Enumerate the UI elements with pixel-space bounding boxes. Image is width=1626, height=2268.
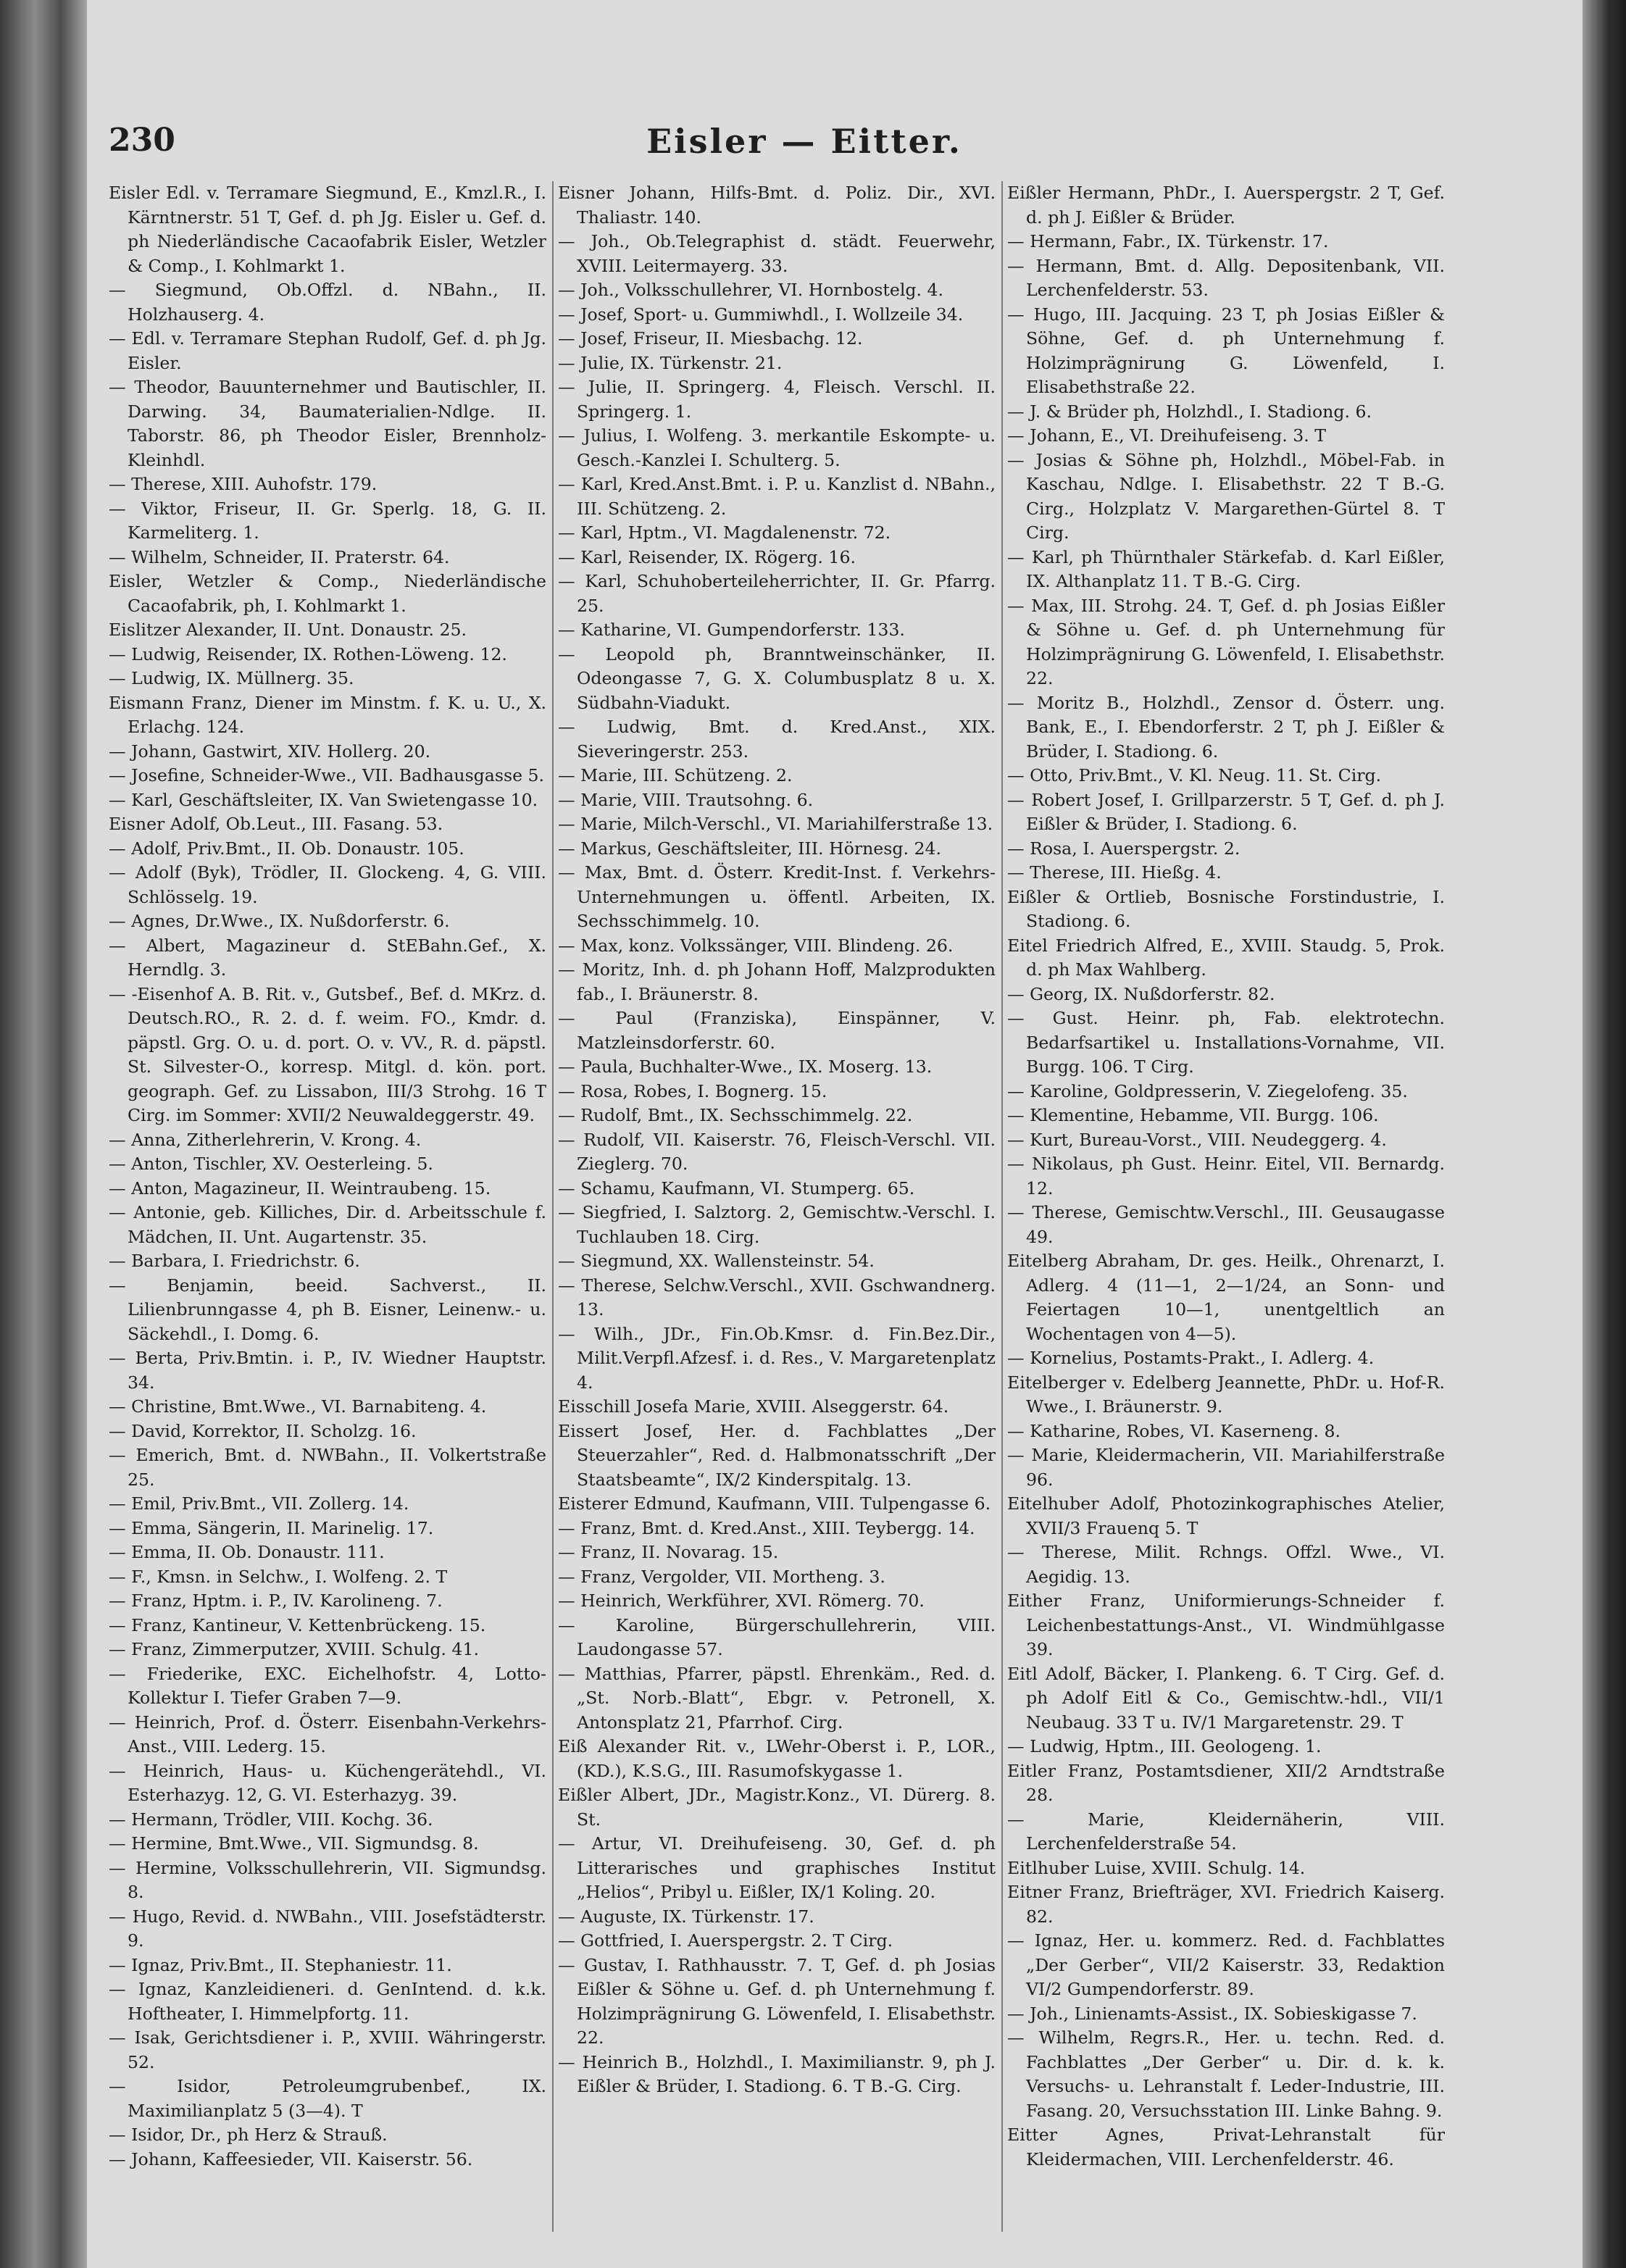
directory-entry: — Schamu, Kaufmann, VI. Stumperg. 65. (558, 1177, 915, 1198)
directory-entry: — Otto, Priv.Bmt., V. Kl. Neug. 11. St. Cirg. (1007, 765, 1382, 785)
directory-entry: — Moritz, Inh. d. ph Johann Hoff, Malzprodukten fab., I. Bräunerstr. 8. (558, 959, 996, 1004)
directory-entry: — Marie, VIII. Trautsohng. 6. (558, 789, 814, 810)
directory-entry: Eißler Hermann, PhDr., I. Auerspergstr. 2 T, Gef. d. ph J. Eißler & Brüder. (1007, 183, 1445, 228)
directory-entry: — Heinrich, Prof. d. Österr. Eisenbahn-Verkehrs-Anst., VIII. Lederg. 15. (109, 1712, 546, 1756)
directory-entry: Eitl Adolf, Bäcker, I. Plankeng. 6. T Cirg. Gef. d. ph Adolf Eitl & Co., Gemischtw.-hdl., VII/1 Neubaug. 33 T u. IV/1 Margaretenstr. 29. T (1007, 1663, 1445, 1733)
directory-entry: — Karoline, Bürgerschullehrerin, VIII. Laudongasse 57. (558, 1614, 996, 1659)
directory-entry: — Karl, Geschäftsleiter, IX. Van Swietengasse 10. (109, 789, 538, 810)
directory-entry: — Johann, Gastwirt, XIV. Hollerg. 20. (109, 741, 431, 762)
directory-entry: — Therese, III. Hießg. 4. (1007, 862, 1222, 883)
directory-entry: — Marie, III. Schützeng. 2. (558, 765, 793, 785)
directory-entry: — Artur, VI. Dreihufeiseng. 30, Gef. d. ph Litterarisches und graphisches Institut „Helios“, Pribyl u. Eißler, IX/1 Koling. 20. (558, 1833, 996, 1902)
directory-entry: — Josef, Friseur, II. Miesbachg. 12. (558, 328, 863, 349)
directory-entry: — Franz, Bmt. d. Kred.Anst., XIII. Teybergg. 14. (558, 1517, 975, 1538)
directory-entry: — Hermine, Bmt.Wwe., VII. Sigmundsg. 8. (109, 1833, 479, 1854)
directory-entry: — Anton, Tischler, XV. Oesterleing. 5. (109, 1154, 433, 1174)
directory-entry: Eitelberg Abraham, Dr. ges. Heilk., Ohrenarzt, I. Adlerg. 4 (11—1, 2—1/24, an Sonn- und Feiertagen 10—1, unentgeltlich an Wochentagen von 4—5). (1007, 1251, 1445, 1344)
directory-entry: — Ignaz, Her. u. kommerz. Red. d. Fachblattes „Der Gerber“, VII/2 Kaiserstr. 33, Redaktion VI/2 Gumpendorferstr. 89. (1007, 1930, 1445, 1999)
directory-entry: — Josias & Söhne ph, Holzhdl., Möbel-Fab. in Kaschau, Ndlge. I. Elisabethstr. 22 T B.-G. Cirg., Holzplatz V. Margarethen-Gürtel 8. T Cirg. (1007, 449, 1445, 543)
directory-entry: — Katharine, Robes, VI. Kaserneng. 8. (1007, 1420, 1341, 1441)
directory-entry: — Heinrich, Werkführer, XVI. Römerg. 70. (558, 1590, 925, 1611)
directory-entry: — Christine, Bmt.Wwe., VI. Barnabiteng. 4. (109, 1396, 487, 1417)
directory-entry: — Heinrich, Haus- u. Küchengerätehdl., VI. Esterhazyg. 12, G. VI. Esterhazyg. 39. (109, 1760, 546, 1805)
directory-entry: — Max, III. Strohg. 24. T, Gef. d. ph Josias Eißler & Söhne u. Gef. d. ph Unternehmung für Holzimprägnirung G. Löwenfeld, I. Elisabethstr. 22. (1007, 595, 1445, 688)
directory-entry: — Emil, Priv.Bmt., VII. Zollerg. 14. (109, 1493, 409, 1514)
directory-entry: — Rudolf, VII. Kaiserstr. 76, Fleisch-Verschl. VII. Zieglerg. 70. (558, 1129, 996, 1174)
directory-entry: — Marie, Milch-Verschl., VI. Mariahilferstraße 13. (558, 814, 993, 834)
directory-entry: — Gust. Heinr. ph, Fab. elektrotechn. Bedarfsartikel u. Installations-Vornahme, VII. Burgg. 106. T Cirg. (1007, 1008, 1445, 1077)
directory-entry: — Moritz B., Holzhdl., Zensor d. Österr. ung. Bank, E., I. Ebendorferstr. 2 T, ph J. Eißler & Brüder, I. Stadiong. 6. (1007, 692, 1445, 762)
directory-entry: — Benjamin, beeid. Sachverst., II. Lilienbrunngasse 4, ph B. Eisner, Leinenw.- u. Säckehdl., I. Domg. 6. (109, 1275, 546, 1344)
directory-entry: — Therese, Milit. Rchngs. Offzl. Wwe., VI. Aegidig. 13. (1007, 1542, 1445, 1587)
directory-entry: — Paul (Franziska), Einspänner, V. Matzleinsdorferstr. 60. (558, 1008, 996, 1053)
column-divider (552, 181, 554, 2232)
directory-entry: — Max, konz. Volkssänger, VIII. Blindeng. 26. (558, 935, 954, 956)
directory-entry: Eisler Edl. v. Terramare Siegmund, E., Kmzl.R., I. Kärntnerstr. 51 T, Gef. d. ph Jg. Eisler u. Gef. d. ph Niederländische Cacaofabrik Eisler, Wetzler & Comp., I. Kohlmarkt 1. (109, 183, 546, 276)
directory-entry: — -Eisenhof A. B. Rit. v., Gutsbef., Bef. d. MKrz. d. Deutsch.RO., R. 2. d. f. weim. FO., Kmdr. d. päpstl. Grg. O. u. d. port. O. v. VV., R. d. päpstl. St. Silvester-O., korresp. Mitgl. d. kön. port. geograph. Gef. zu Lissabon, III/3 Strohg. 16 T Cirg. im Sommer: XVII/2 Neuwaldeggerstr. 49. (109, 983, 546, 1125)
column-left (109, 181, 546, 2239)
directory-entry: — Markus, Geschäftsleiter, III. Hörnesg. 24. (558, 838, 942, 859)
directory-entry: — Therese, Selchw.Verschl., XVII. Gschwandnerg. 13. (558, 1275, 996, 1319)
directory-entry: — Edl. v. Terramare Stephan Rudolf, Gef. d. ph Jg. Eisler. (109, 328, 546, 373)
directory-entry: — Julius, I. Wolfeng. 3. merkantile Eskompte- u. Gesch.-Kanzlei I. Schulterg. 5. (558, 425, 996, 470)
book-fore-edge (1583, 0, 1626, 2268)
directory-entry: Eitlhuber Luise, XVIII. Schulg. 14. (1007, 1857, 1306, 1878)
directory-entry: — Adolf (Byk), Trödler, II. Glockeng. 4, G. VIII. Schlösselg. 19. (109, 862, 546, 907)
directory-entry: — Kornelius, Postamts-Prakt., I. Adlerg. 4. (1007, 1348, 1375, 1368)
directory-entry: — Isidor, Petroleumgrubenbef., IX. Maximilianplatz 5 (3—4). T (109, 2076, 546, 2121)
directory-entry: — Siegmund, Ob.Offzl. d. NBahn., II. Holzhauserg. 4. (109, 280, 546, 325)
directory-entry: Eisner Adolf, Ob.Leut., III. Fasang. 53. (109, 814, 443, 834)
directory-entry: — Wilhelm, Regrs.R., Her. u. techn. Red. d. Fachblattes „Der Gerber“ u. Dir. d. k. k. Versuchs- u. Lehranstalt f. Leder-Industrie, III. Fasang. 20, Versuchsstation III. Linke Bahng. 9. (1007, 2027, 1445, 2121)
book-spine-edge (0, 0, 87, 2268)
directory-entry: — Heinrich B., Holzhdl., I. Maximilianstr. 9, ph J. Eißler & Brüder, I. Stadiong. 6. T B.-G. Cirg. (558, 2051, 996, 2096)
directory-entry: Eisner Johann, Hilfs-Bmt. d. Poliz. Dir., XVI. Thaliastr. 140. (558, 183, 996, 228)
directory-entry: — Karl, ph Thürnthaler Stärkefab. d. Karl Eißler, IX. Althanplatz 11. T B.-G. Cirg. (1007, 546, 1445, 591)
directory-entry: — Julie, IX. Türkenstr. 21. (558, 352, 783, 373)
directory-entry: — Siegfried, I. Salztorg. 2, Gemischtw.-Verschl. I. Tuchlauben 18. Cirg. (558, 1202, 996, 1247)
directory-entry: — Siegmund, XX. Wallensteinstr. 54. (558, 1251, 875, 1271)
directory-entry: — Hermine, Volksschullehrerin, VII. Sigmundsg. 8. (109, 1857, 546, 1902)
directory-entry: — Adolf, Priv.Bmt., II. Ob. Donaustr. 105. (109, 838, 464, 859)
directory-entry: — Franz, Kantineur, V. Kettenbrückeng. 15. (109, 1614, 486, 1635)
directory-entry: — Max, Bmt. d. Österr. Kredit-Inst. f. Verkehrs-Unternehmungen u. öffentl. Arbeiten, IX. Sechsschimmelg. 10. (558, 862, 996, 931)
directory-entry: — Nikolaus, ph Gust. Heinr. Eitel, VII. Bernardg. 12. (1007, 1154, 1445, 1198)
directory-entry: — Joh., Linienamts-Assist., IX. Sobieskigasse 7. (1007, 2003, 1417, 2024)
directory-entry: — Julie, II. Springerg. 4, Fleisch. Verschl. II. Springerg. 1. (558, 377, 996, 422)
directory-entry: — Emma, Sängerin, II. Marinelig. 17. (109, 1517, 434, 1538)
directory-entry: — Ludwig, Hptm., III. Geologeng. 1. (1007, 1736, 1322, 1756)
directory-entry: — Anna, Zitherlehrerin, V. Krong. 4. (109, 1129, 422, 1150)
directory-entry: Eisler, Wetzler & Comp., Niederländische Cacaofabrik, ph, I. Kohlmarkt 1. (109, 571, 546, 616)
directory-entry: — Franz, II. Novarag. 15. (558, 1542, 779, 1562)
directory-entry: Eitelhuber Adolf, Photozinkographisches Atelier, XVII/3 Frauenq 5. T (1007, 1493, 1445, 1538)
directory-entry: — Karoline, Goldpresserin, V. Ziegelofeng. 35. (1007, 1080, 1408, 1101)
directory-entry: — Matthias, Pfarrer, päpstl. Ehrenkäm., Red. d. „St. Norb.-Blatt“, Ebgr. v. Petronell, X. Antonsplatz 21, Pfarrhof. Cirg. (558, 1663, 996, 1733)
directory-entry: — Theodor, Bauunternehmer und Bautischler, II. Darwing. 34, Baumaterialien-Ndlge. II. Taborstr. 86, ph Theodor Eisler, Brennholz-Kleinhdl. (109, 377, 546, 470)
column-right (1007, 181, 1445, 2239)
directory-entry: — Gottfried, I. Auerspergstr. 2. T Cirg. (558, 1930, 893, 1951)
directory-entry: — Gustav, I. Rathhausstr. 7. T, Gef. d. ph Josias Eißler & Söhne u. Gef. d. ph Unternehmung f. Holzimprägnirung G. Löwenfeld, I. Elisabethstr. 22. (558, 1954, 996, 2048)
directory-entry: — Emerich, Bmt. d. NWBahn., II. Volkertstraße 25. (109, 1445, 546, 1490)
directory-entry: — Joh., Volksschullehrer, VI. Hornbostelg. 4. (558, 280, 943, 300)
directory-entry: — Albert, Magazineur d. StEBahn.Gef., X. Herndlg. 3. (109, 935, 546, 980)
column-divider (1001, 181, 1003, 2232)
directory-entry: — Robert Josef, I. Grillparzerstr. 5 T, Gef. d. ph J. Eißler & Brüder, I. Stadiong. 6. (1007, 789, 1445, 834)
directory-entry: — Johann, Kaffeesieder, VII. Kaiserstr. 56. (109, 2148, 473, 2169)
directory-entry: Eitler Franz, Postamtsdiener, XII/2 Arndtstraße 28. (1007, 1760, 1445, 1805)
directory-entry: — Ludwig, Reisender, IX. Rothen-Löweng. 12. (109, 643, 507, 664)
directory-entry: Either Franz, Uniformierungs-Schneider f. Leichenbestattungs-Anst., VI. Windmühlgasse 39. (1007, 1590, 1445, 1659)
directory-entry: — Hermann, Trödler, VIII. Kochg. 36. (109, 1809, 433, 1830)
directory-entry: — Georg, IX. Nußdorferstr. 82. (1007, 983, 1275, 1004)
directory-entry: — Rosa, I. Auerspergstr. 2. (1007, 838, 1241, 859)
directory-entry: — Karl, Hptm., VI. Magdalenenstr. 72. (558, 522, 891, 543)
directory-entry: — Auguste, IX. Türkenstr. 17. (558, 1906, 814, 1927)
directory-entry: — Franz, Zimmerputzer, XVIII. Schulg. 41. (109, 1639, 479, 1659)
directory-entry: — Franz, Vergolder, VII. Mortheng. 3. (558, 1566, 885, 1587)
directory-entry: — Berta, Priv.Bmtin. i. P., IV. Wiedner Hauptstr. 34. (109, 1348, 546, 1393)
directory-entry: — Therese, Gemischtw.Verschl., III. Geusaugasse 49. (1007, 1202, 1445, 1247)
directory-entry: — Therese, XIII. Auhofstr. 179. (109, 474, 378, 494)
directory-entry: — Katharine, VI. Gumpendorferstr. 133. (558, 620, 905, 640)
directory-entry: Eislitzer Alexander, II. Unt. Donaustr. 25. (109, 620, 467, 640)
page-title: Eisler — Eitter. (646, 122, 962, 161)
directory-entry: Eiß Alexander Rit. v., LWehr-Oberst i. P., LOR., (KD.), K.S.G., III. Rasumofskygasse 1. (558, 1736, 996, 1781)
directory-entry: — Agnes, Dr.Wwe., IX. Nußdorferstr. 6. (109, 911, 450, 931)
directory-entry: — Anton, Magazineur, II. Weintraubeng. 15. (109, 1177, 491, 1198)
directory-entry: — Marie, Kleidermacherin, VII. Mariahilferstraße 96. (1007, 1445, 1445, 1490)
directory-entry: — Viktor, Friseur, II. Gr. Sperlg. 18, G. II. Karmeliterg. 1. (109, 498, 546, 543)
directory-entry: — Joh., Ob.Telegraphist d. städt. Feuerwehr, XVIII. Leitermayerg. 33. (558, 231, 996, 276)
directory-entry: Eisterer Edmund, Kaufmann, VIII. Tulpengasse 6. (558, 1493, 991, 1514)
directory-entry: — Wilh., JDr., Fin.Ob.Kmsr. d. Fin.Bez.Dir., Milit.Verpfl.Afzesf. i. d. Res., V. Margaretenplatz 4. (558, 1323, 996, 1393)
directory-entry: — Emma, II. Ob. Donaustr. 111. (109, 1542, 385, 1562)
directory-entry: — Hermann, Bmt. d. Allg. Depositenbank, VII. Lerchenfelderstr. 53. (1007, 255, 1445, 300)
directory-entry: — Kurt, Bureau-Vorst., VIII. Neudeggerg. 4. (1007, 1129, 1387, 1150)
directory-entry: — Leopold ph, Branntweinschänker, II. Odeongasse 7, G. X. Columbusplatz 8 u. X. Südbahn-Viadukt. (558, 643, 996, 713)
directory-entry: — Antonie, geb. Killiches, Dir. d. Arbeitsschule f. Mädchen, II. Unt. Augartenstr. 35. (109, 1202, 546, 1247)
directory-entry: — Ludwig, IX. Müllnerg. 35. (109, 668, 354, 688)
directory-entry: — Barbara, I. Friedrichstr. 6. (109, 1251, 360, 1271)
page-number: 230 (109, 122, 175, 159)
directory-entry: Eitelberger v. Edelberg Jeannette, PhDr. u. Hof-R. Wwe., I. Bräunerstr. 9. (1007, 1372, 1445, 1417)
directory-entry: — Friederike, EXC. Eichelhofstr. 4, Lotto-Kollektur I. Tiefer Graben 7—9. (109, 1663, 546, 1708)
directory-entry: — Isak, Gerichtsdiener i. P., XVIII. Währingerstr. 52. (109, 2027, 546, 2072)
directory-entry: — Franz, Hptm. i. P., IV. Karolineng. 7. (109, 1590, 443, 1611)
directory-entry: — Rudolf, Bmt., IX. Sechsschimmelg. 22. (558, 1105, 913, 1125)
running-head (109, 122, 1500, 172)
directory-entry: — Ignaz, Priv.Bmt., II. Stephaniestr. 11. (109, 1954, 452, 1975)
directory-entry: — Paula, Buchhalter-Wwe., IX. Moserg. 13. (558, 1056, 933, 1077)
directory-entry: — Klementine, Hebamme, VII. Burgg. 106. (1007, 1105, 1379, 1125)
directory-entry: — Hugo, Revid. d. NWBahn., VIII. Josefstädterstr. 9. (109, 1906, 546, 1951)
column-middle (558, 181, 996, 2239)
directory-entry: — David, Korrektor, II. Scholzg. 16. (109, 1420, 417, 1441)
directory-entry: Eißler Albert, JDr., Magistr.Konz., VI. Dürerg. 8. St. (558, 1785, 996, 1830)
directory-entry: Eissert Josef, Her. d. Fachblattes „Der Steuerzahler“, Red. d. Halbmonatsschrift „Der Staatsbeamte“, IX/2 Kinderspitalg. 13. (558, 1420, 996, 1490)
directory-entry: — Johann, E., VI. Dreihufeiseng. 3. T (1007, 425, 1326, 446)
directory-entry: — Wilhelm, Schneider, II. Praterstr. 64. (109, 546, 450, 567)
directory-entry: Eisschill Josefa Marie, XVIII. Alseggerstr. 64. (558, 1396, 949, 1417)
directory-entry: — Ignaz, Kanzleidieneri. d. GenIntend. d. k.k. Hoftheater, I. Himmelpfortg. 11. (109, 1979, 546, 2024)
directory-entry: — Rosa, Robes, I. Bognerg. 15. (558, 1080, 827, 1101)
directory-entry: — Karl, Schuhoberteileherrichter, II. Gr. Pfarrg. 25. (558, 571, 996, 616)
directory-entry: Eißler & Ortlieb, Bosnische Forstindustrie, I. Stadiong. 6. (1007, 886, 1445, 931)
directory-entry: Eitel Friedrich Alfred, E., XVIII. Staudg. 5, Prok. d. ph Max Wahlberg. (1007, 935, 1445, 980)
directory-entry: — Hugo, III. Jacquing. 23 T, ph Josias Eißler & Söhne, Gef. d. ph Unternehmung f. Holzimprägnirung G. Löwenfeld, I. Elisabethstraße 22. (1007, 304, 1445, 397)
directory-entry: — Hermann, Fabr., IX. Türkenstr. 17. (1007, 231, 1329, 251)
directory-entry: — Marie, Kleidernäherin, VIII. Lerchenfelderstraße 54. (1007, 1809, 1445, 1854)
directory-entry: — Karl, Reisender, IX. Rögerg. 16. (558, 546, 856, 567)
directory-entry: Eismann Franz, Diener im Minstm. f. K. u. U., X. Erlachg. 124. (109, 692, 546, 737)
directory-entry: — J. & Brüder ph, Holzhdl., I. Stadiong. 6. (1007, 401, 1372, 422)
directory-entry: — F., Kmsn. in Selchw., I. Wolfeng. 2. T (109, 1566, 448, 1587)
directory-entry: — Josefine, Schneider-Wwe., VII. Badhausgasse 5. (109, 765, 545, 785)
directory-entry: Eitter Agnes, Privat-Lehranstalt für Kleidermachen, VIII. Lerchenfelderstr. 46. (1007, 2125, 1445, 2169)
directory-entry: — Karl, Kred.Anst.Bmt. i. P. u. Kanzlist d. NBahn., III. Schützeng. 2. (558, 474, 996, 519)
directory-entry: — Josef, Sport- u. Gummiwhdl., I. Wollzeile 34. (558, 304, 964, 325)
directory-entry: — Isidor, Dr., ph Herz & Strauß. (109, 2125, 388, 2145)
directory-entry: Eitner Franz, Briefträger, XVI. Friedrich Kaiserg. 82. (1007, 1882, 1445, 1927)
directory-entry: — Ludwig, Bmt. d. Kred.Anst., XIX. Sieveringerstr. 253. (558, 717, 996, 762)
